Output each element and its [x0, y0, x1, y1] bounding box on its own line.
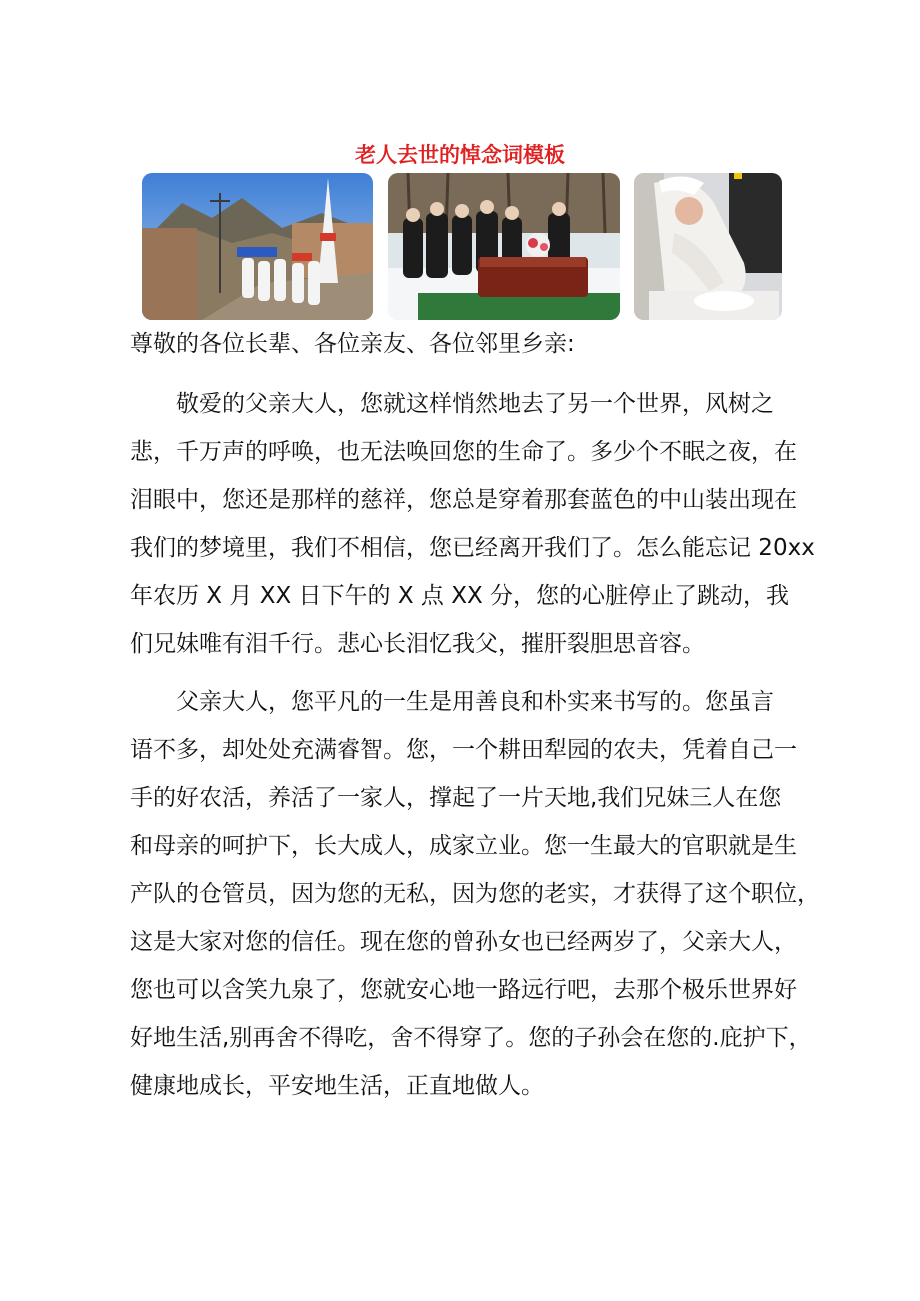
paragraph-line: 父亲大人，您平凡的一生是用善良和朴实来书写的。您虽言	[176, 689, 774, 715]
paragraph-line: 我们的梦境里，我们不相信，您已经离开我们了。怎么能忘记 20xx	[130, 535, 815, 561]
paragraph-line: 您也可以含笑九泉了，您就安心地一路远行吧，去那个极乐世界好	[130, 977, 797, 1003]
paragraph-2	[130, 678, 820, 1110]
paragraph-line: 们兄妹唯有泪千行。悲心长泪忆我父，摧肝裂胆思音容。	[130, 631, 705, 657]
salutation: 尊敬的各位长辈、各位亲友、各位邻里乡亲:	[130, 331, 575, 357]
paragraph-line: 这是大家对您的信任。现在您的曾孙女也已经两岁了，父亲大人，	[130, 929, 797, 955]
paragraph-1	[130, 380, 815, 668]
burial-ceremony-photo	[388, 173, 620, 320]
paragraph-line: 语不多，却处处充满睿智。您，一个耕田犁园的农夫，凭着自己一	[130, 737, 797, 763]
paragraph-line: 敬爱的父亲大人，您就这样悄然地去了另一个世界，风树之	[176, 391, 774, 417]
funeral-procession-photo	[142, 173, 373, 320]
document-title: 老人去世的悼念词模板	[355, 143, 565, 167]
photo-strip	[142, 173, 782, 320]
paragraph-line: 年农历 X 月 XX 日下午的 X 点 XX 分，您的心脏停止了跳动，我	[130, 583, 790, 609]
paragraph-line: 产队的仓管员，因为您的无私，因为您的老实，才获得了这个职位，	[130, 881, 820, 907]
paragraph-line: 好地生活,别再舍不得吃，舍不得穿了。您的子孙会在您的.庇护下，	[130, 1025, 812, 1051]
paragraph-line: 泪眼中，您还是那样的慈祥，您总是穿着那套蓝色的中山装出现在	[130, 487, 797, 513]
paragraph-line: 悲，千万声的呼唤，也无法唤回您的生命了。多少个不眠之夜，在	[130, 439, 797, 465]
paragraph-line: 和母亲的呵护下，长大成人，成家立业。您一生最大的官职就是生	[130, 833, 797, 859]
paragraph-line: 健康地成长，平安地生活，正直地做人。	[130, 1073, 544, 1099]
mourner-kneeling-photo	[634, 173, 782, 320]
paragraph-line: 手的好农活，养活了一家人，撑起了一片天地,我们兄妹三人在您	[130, 785, 782, 811]
